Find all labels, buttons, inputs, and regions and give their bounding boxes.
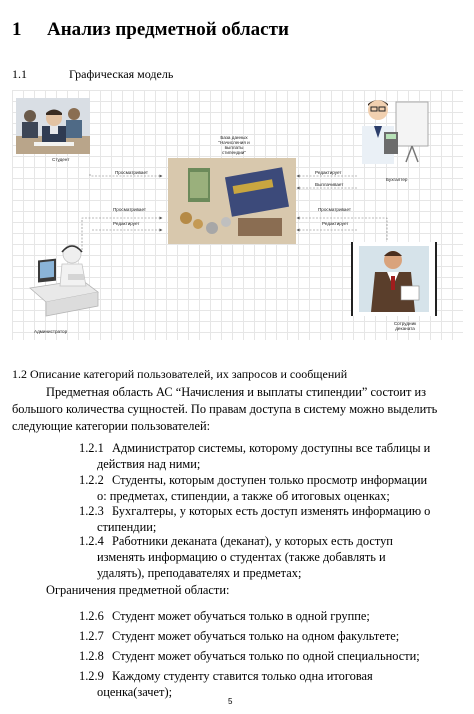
list-item [79,668,457,700]
student-label: Студент [52,157,70,162]
list-item-number: 1.2.9 [79,669,104,683]
accountant-label: Бухгалтер [386,177,408,182]
admin-label: Администратор [34,329,68,334]
list-item [79,533,457,581]
list-item-continuation: стипендии; [97,520,157,534]
dean-image [351,242,437,316]
list-item-number: 1.2.8 [79,649,104,663]
list-item-text: Студенты, которым доступен только просмотр информации [112,473,428,487]
list-item-text: Работники деканата (деканат), у которых есть доступ [112,534,393,548]
arrow-label-admin-edit: Редактирует [113,221,140,226]
section-heading: 1.2 Описание категорий пользователей, их запросов и сообщений [12,367,348,381]
dean-label: Сотрудник деканата [393,321,417,331]
graphic-model-figure [12,90,463,340]
arrow-label-accountant-pay: Выплачивает [315,182,344,187]
list-item-continuation: изменять информацию о студентах (также добавлять и [97,550,386,564]
heading-1-number: 1 [12,19,22,40]
list-item-number: 1.2.3 [79,504,104,518]
arrow-label-dean-edit: Редактирует [322,221,349,226]
list-item-text: Студент может обучаться только в одной группе; [112,609,370,623]
database-image [168,158,296,244]
list-item [79,440,457,472]
arrow-label-admin-view: Просматривает [113,207,146,212]
list-item-number: 1.2.4 [79,534,104,548]
list-item-number: 1.2.1 [79,441,104,455]
list-item-text: Бухгалтеры, у которых есть доступ изменять информацию о [112,504,431,518]
list-item-number: 1.2.2 [79,473,104,487]
list-item-continuation: действия над ними; [97,457,201,471]
list-item [79,608,457,624]
list-item-number: 1.2.6 [79,609,104,623]
intro-paragraph: Предметная область АС “Начисления и выплаты стипендии” состоит из большого количества сущностей. По правам доступа в систему можно выделить следующие категории пользователей: [12,385,438,433]
list-item-text: Студент может обучаться только на одном факультете; [112,629,400,643]
accountant-image [354,92,434,172]
list-item-text: Администратор системы, которому доступны все таблицы и [112,441,431,455]
list-item-number: 1.2.7 [79,629,104,643]
arrow-label-dean-view: Просматривает [318,207,351,212]
list-item [79,503,457,535]
list-item-continuation: о: предметах, стипендии, а также об итоговых оценках; [97,489,390,503]
list-item [79,472,457,504]
limits-heading: Ограничения предметной области: [46,583,230,597]
heading-2-title: Графическая модель [69,67,174,81]
list-item-text: Студент может обучаться только по одной специальности; [112,649,420,663]
heading-1-title: Анализ предметной области [47,19,289,40]
heading-2-number: 1.1 [12,67,27,81]
list-item-continuation: удалять), преподавателях и предметах; [97,566,302,580]
list-item-text: Каждому студенту ставится только одна итоговая [112,669,373,683]
database-label: База данных "Начисления и выплаты стипендии" [218,135,250,155]
student-image [16,98,90,154]
list-item-continuation: оценка(зачет); [97,685,173,699]
arrow-label-student-view: Просматривает [115,170,148,175]
admin-image [24,240,104,322]
page-number: 5 [228,697,233,706]
list-item [79,628,457,644]
list-item [79,648,457,664]
arrow-label-accountant-edit: Редактирует [315,170,342,175]
